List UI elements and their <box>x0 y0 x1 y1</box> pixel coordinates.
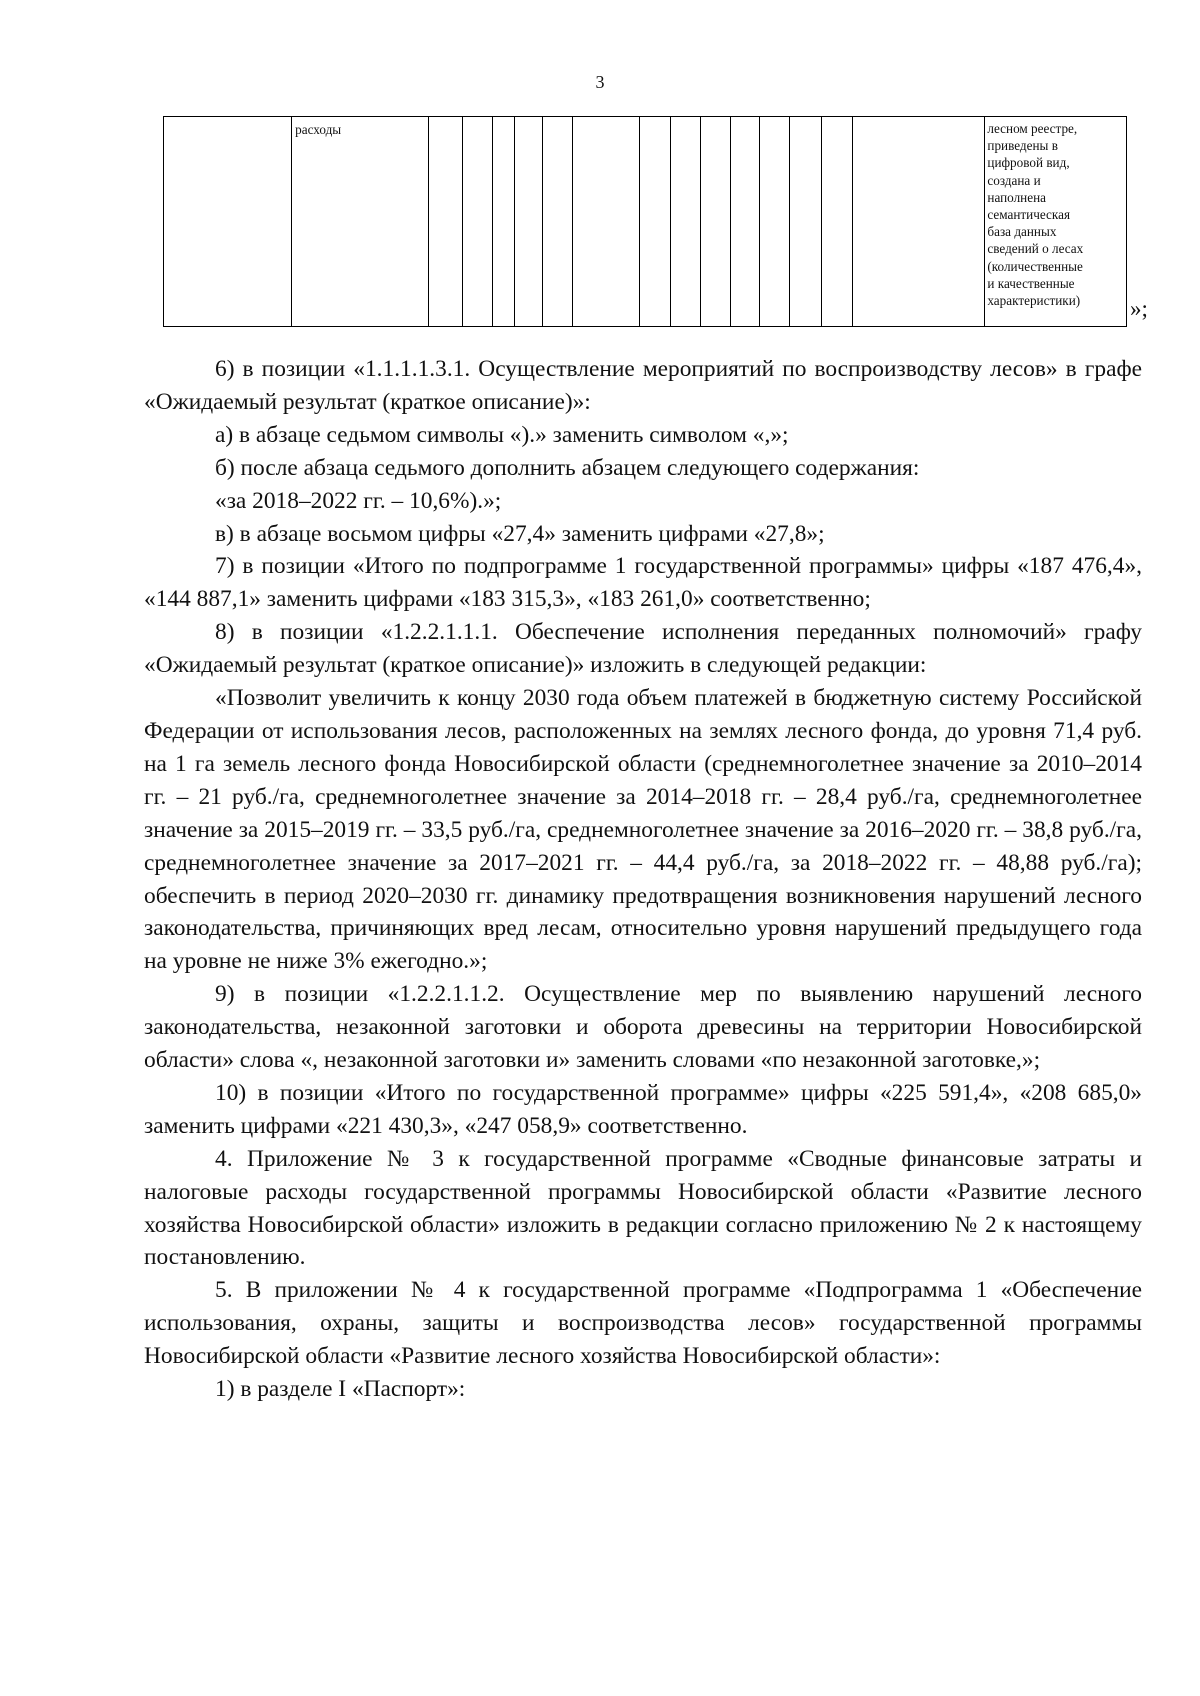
table-cell <box>852 117 985 327</box>
table-cell <box>790 117 821 327</box>
table-cell <box>462 117 492 327</box>
result-line: создана и <box>987 172 1041 188</box>
table-cell <box>639 117 670 327</box>
result-line: и качественные <box>987 275 1075 291</box>
result-line: характеристики) <box>987 293 1081 309</box>
table-cell-expected-result <box>985 117 1127 327</box>
table-cell <box>515 117 543 327</box>
paragraph: 1) в разделе I «Паспорт»: <box>215 1376 466 1403</box>
paragraph: 6) в позиции «1.1.1.1.3.1. Осуществление мероприятий по воспроизводству лесов» в графе «Ожидаемый результат (краткое описание)»: <box>144 356 1142 415</box>
page-number: 3 <box>595 72 605 92</box>
table-cell <box>542 117 572 327</box>
paragraph: 9) в позиции «1.2.2.1.1.2. Осуществление мер по выявлению нарушений лесного законодательства, незаконной заготовки и оборота древесины на территории Новосибирской области» слова «, незаконной заготовки и» заменить словами «по незаконной заготовке,»; <box>144 981 1142 1074</box>
result-line: цифровой вид, <box>987 155 1070 171</box>
paragraph: б) после абзаца седьмого дополнить абзацем следующего содержания: <box>215 454 920 481</box>
paragraph: 4. Приложение № 3 к государственной программе «Сводные финансовые затраты и налоговые расходы государственной программы Новосибирской области «Развитие лесного хозяйства Новосибирской области» изложить в редакции согласно приложению № 2 к настоящему постановлению. <box>144 1145 1142 1271</box>
table-cell <box>429 117 462 327</box>
paragraph: а) в абзаце седьмом символы «).» заменить символом «,»; <box>215 421 789 448</box>
paragraph: 10) в позиции «Итого по государственной программе» цифры «225 591,4», «208 685,0» заменить цифрами «221 430,3», «247 058,9» соответственно. <box>144 1079 1142 1139</box>
result-line: (количественные <box>987 258 1083 274</box>
result-line: база данных <box>987 224 1057 240</box>
table-closing-quote: »; <box>1130 296 1148 321</box>
table-cell <box>492 117 514 327</box>
result-line: наполнена <box>987 189 1047 205</box>
paragraph: «Позволит увеличить к концу 2030 года объем платежей в бюджетную систему Российской Федерации от использования лесов, расположенных на землях лесного фонда, до уровня 71,4 руб. на 1 га земель лесного фонда Новосибирской области (среднемноголетнее значение за 2010–2014 гг. – 21 руб./га, среднемноголетнее значение за 2014–2018 гг. – 28,4 руб./га, среднемноголетнее значение за 2015–2019 гг. – 33,5 руб./га, среднемноголетнее значение за 2016–2020 гг. – 38,8 руб./га, среднемноголетнее значение за 2017–2021 гг. – 44,4 руб./га, за 2018–2022 гг. – 48,88 руб./га); обеспечить в период 2020–2030 гг. динамику предотвращения возникновения нарушений лесного законодательства, причиняющих вред лесам, относительно уровня нарушений предыдущего года на уровне не ниже 3% ежегодно.»; <box>144 685 1142 975</box>
table-cell <box>164 117 292 327</box>
table-cell-expenses <box>292 117 429 327</box>
result-line: лесном реестре, <box>987 121 1078 136</box>
paragraph: 8) в позиции «1.2.2.1.1.1. Обеспечение исполнения переданных полномочий» графу «Ожидаемый результат (краткое описание)» изложить в следующей редакции: <box>144 619 1142 679</box>
table-cell <box>671 117 701 327</box>
table-cell <box>821 117 852 327</box>
result-line: сведений о лесах <box>987 241 1084 257</box>
program-table-fragment <box>163 116 1127 327</box>
table-cell <box>573 117 640 327</box>
result-line: семантическая <box>987 207 1071 223</box>
paragraph: 7) в позиции «Итого по подпрограмме 1 государственной программы» цифры «187 476,4», «144 887,1» заменить цифрами «183 315,3», «183 261,0» соответственно; <box>144 553 1142 613</box>
paragraph: в) в абзаце восьмом цифры «27,4» заменить цифрами «27,8»; <box>215 520 825 547</box>
paragraph: 5. В приложении № 4 к государственной программе «Подпрограмма 1 «Обеспечение использования, охраны, защиты и воспроизводства лесов» государственной программы Новосибирской области «Развитие лесного хозяйства Новосибирской области»: <box>144 1277 1142 1370</box>
table-cell <box>701 117 731 327</box>
paragraph: «за 2018–2022 гг. – 10,6%).»; <box>215 487 502 514</box>
document-body <box>144 353 1142 1406</box>
result-line: приведены в <box>987 138 1058 154</box>
expenses-text: расходы <box>295 122 342 137</box>
table-cell <box>760 117 790 327</box>
table-row <box>164 117 1127 327</box>
table-cell <box>731 117 760 327</box>
